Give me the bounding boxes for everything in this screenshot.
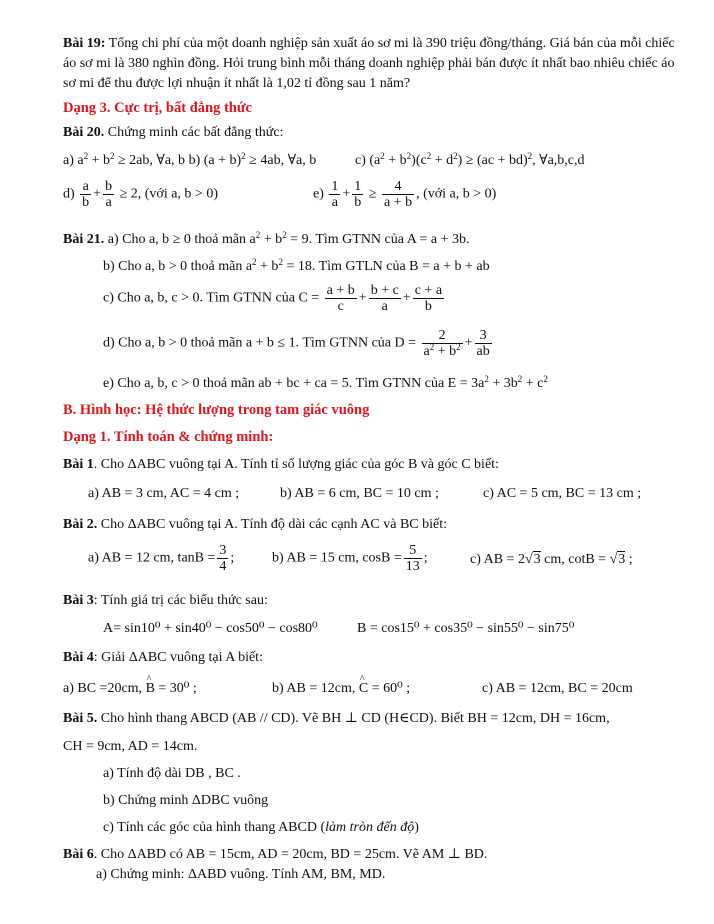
num: 3	[219, 543, 227, 558]
b20-label: Bài 20.	[63, 125, 105, 140]
den	[422, 344, 463, 359]
fraction	[325, 283, 357, 314]
den-b: + b	[434, 344, 457, 359]
sq: 2	[453, 151, 458, 161]
fraction	[329, 179, 340, 210]
b21-d-1: d) Cho a, b > 0 thoả mãn a + b ≤ 1. Tìm GTNN của	[103, 335, 391, 351]
sq: 2	[429, 342, 435, 352]
num: 1	[331, 179, 339, 194]
bai4-label: Bài 4	[63, 650, 94, 665]
b21-c	[103, 283, 446, 314]
bai1-c: c) AC = 5 cm, BC = 13 cm ;	[483, 486, 642, 501]
bai6-intro	[63, 847, 487, 863]
bai3-label: Bài 3	[63, 593, 94, 608]
bai2-label: Bài 2.	[63, 517, 98, 532]
b21-label: Bài 21.	[63, 232, 105, 247]
fraction	[413, 283, 444, 314]
bai2-c: c) AB = 2√3 cm, cotB = √3 ;	[470, 552, 633, 567]
num: b + c	[370, 283, 399, 298]
sq: 2	[252, 257, 257, 267]
den: a + b	[383, 195, 413, 210]
sqrt-3: 3	[618, 552, 626, 567]
b21-e	[103, 376, 548, 392]
sq: 2	[255, 230, 261, 240]
heading-dang-3: Dạng 3. Cực trị, bất đẳng thức	[63, 100, 252, 116]
bai3-intro	[63, 593, 268, 609]
bai4-text: : Giải ΔABC vuông tại A biết:	[93, 650, 263, 665]
num: 3	[475, 328, 492, 344]
num: a + b	[326, 283, 355, 298]
bai4-a-pre: a) BC =20cm,	[63, 681, 143, 696]
num: 4	[382, 179, 414, 195]
bai5-c	[103, 820, 419, 836]
sq: 2	[83, 151, 89, 161]
b21-c-1: c) Cho a, b, c > 0. Tìm GTNN của	[103, 290, 295, 306]
b20-c-2: )(c	[411, 153, 427, 168]
b20-text: Chứng minh các bất đẳng thức:	[107, 125, 284, 140]
bai5-line-1	[63, 711, 610, 727]
b19-line-3: sơ mi để thu được lợi nhuận ít nhất là 1,02 tỉ đồng sau 1 năm?	[63, 76, 411, 91]
b20-e-pre: e)	[313, 186, 324, 202]
den: b	[82, 195, 90, 210]
b19-label: Bài 19:	[63, 36, 106, 51]
bai4-b-post: = 60⁰ ;	[368, 681, 411, 696]
b21-d-D: D =	[394, 335, 417, 351]
num: 2	[422, 328, 463, 344]
b20-e-post: , (với a, b > 0)	[416, 186, 497, 202]
bai2-a	[88, 543, 234, 574]
bai4-a	[63, 681, 197, 697]
sq: 2	[543, 374, 548, 384]
bai6-a: a) Chứng minh: ΔABD vuông. Tính AM, BM, MD.	[96, 867, 386, 882]
bai4-b	[272, 681, 410, 697]
den: b	[424, 299, 432, 314]
bai6-text: . Cho ΔABD có AB = 15cm, AD = 20cm, BD = 25cm. Vẽ AM ⊥ BD.	[93, 847, 488, 862]
fraction	[475, 328, 492, 359]
b20-c-4: ) ≥ (ac + bd)	[457, 153, 528, 168]
b21-e-1: e) Cho a, b, c > 0 thoả mãn ab + bc + ca = 5. Tìm GTNN của E = 3a	[103, 376, 485, 391]
b20-row-ab	[63, 153, 316, 169]
b20-c-1: + b	[384, 153, 407, 168]
bai1-label: Bài 1	[63, 457, 94, 472]
b21-a-2: + b	[260, 232, 283, 247]
sq: 2	[110, 151, 115, 161]
fraction	[103, 179, 114, 210]
ge: ≥	[368, 186, 377, 202]
b21-c-C: C =	[298, 290, 320, 306]
heading-dang-1: Dạng 1. Tính toán & chứng minh:	[63, 429, 274, 445]
sq: 2	[517, 374, 523, 384]
den: 4	[219, 559, 227, 574]
plus: +	[402, 290, 411, 306]
bai2-b-post: ;	[423, 550, 428, 566]
bai2-a-pre: a) AB = 12 cm, tanB =	[88, 550, 216, 566]
bai2-text: Cho ΔABC vuông tại A. Tính độ dài các cạnh AC và BC biết:	[100, 517, 448, 532]
fraction	[422, 328, 463, 359]
num: a	[80, 179, 91, 195]
bai1-b: b) AB = 6 cm, BC = 10 cm ;	[280, 486, 439, 501]
plus: +	[93, 186, 102, 202]
sq: 2	[406, 151, 412, 161]
b20-a-mid1: + b	[88, 153, 110, 168]
sq: 2	[278, 257, 283, 267]
fraction	[352, 179, 363, 210]
bai4-c: c) AB = 12cm, BC = 20cm	[482, 681, 633, 696]
den: ab	[476, 344, 490, 359]
fraction	[382, 179, 414, 210]
den: 13	[405, 559, 420, 574]
bai4-b-pre: b) AB = 12cm,	[272, 681, 356, 696]
b20-c-5: , ∀a,b,c,d	[532, 153, 585, 168]
num: c + a	[414, 283, 443, 298]
bai5-b: b) Chứng minh ΔDBC vuông	[103, 793, 269, 808]
den: c	[337, 299, 344, 314]
den: a	[331, 195, 338, 210]
bai2-b	[272, 543, 428, 574]
b21-b	[103, 259, 490, 275]
plus: +	[464, 335, 473, 351]
bai2-intro	[63, 517, 447, 533]
fraction	[404, 543, 422, 574]
num: 5	[404, 543, 422, 559]
b21-b-3: = 18. Tìm GTLN của B = a + b + ab	[282, 259, 490, 274]
b21-e-2: + 3b	[488, 376, 518, 391]
bai2-a-post: ;	[230, 550, 235, 566]
angle-C: ^ C	[359, 681, 368, 697]
b21-a	[63, 232, 470, 248]
bai2-b-pre: b) AB = 15 cm, cosB =	[272, 550, 402, 566]
bai2-c-pre: c) AB = 2	[470, 552, 525, 567]
sq: 2	[380, 151, 385, 161]
bai5-text-1: Cho hình thang ABCD (AB // CD). Vẽ BH ⊥ CD (H∈CD). Biết BH = 12cm, DH = 16cm,	[100, 711, 610, 726]
b20-b-post: ≥ 4ab, ∀a, b	[245, 153, 317, 168]
bai1-text: . Cho ΔABC vuông tại A. Tính tỉ số lượng giác của góc B và góc C biết:	[93, 457, 499, 472]
b21-a-3: = 9. Tìm GTNN của A = a + 3b.	[286, 232, 470, 247]
sq: 2	[456, 342, 461, 352]
den: a	[381, 299, 388, 314]
b20-row-e	[313, 179, 496, 210]
fraction	[80, 179, 91, 210]
bai5-c-post: )	[414, 820, 419, 835]
b20-d-pre: d)	[63, 186, 75, 202]
sq: 2	[282, 230, 287, 240]
bai2-c-post: ;	[625, 552, 633, 567]
fraction	[217, 543, 228, 574]
num: 1	[354, 179, 362, 194]
plus: +	[342, 186, 351, 202]
bai4-intro	[63, 650, 263, 666]
bai1-a: a) AB = 3 cm, AC = 4 cm ;	[88, 486, 240, 501]
b20-row-c	[355, 153, 585, 169]
bai5-c-italic: làm tròn đến độ	[325, 820, 415, 835]
den-a: a	[423, 344, 430, 359]
b19-line-2: áo sơ mi là 380 nghìn đồng. Hỏi trung bình mỗi tháng doanh nghiệp phải bán được ít nhất bao nhiêu chiếc áo	[63, 56, 675, 71]
angle-B: ^ B	[146, 681, 155, 697]
b20-intro	[63, 125, 283, 141]
num: b	[105, 179, 113, 194]
bai3-text: : Tính giá trị các biểu thức sau:	[93, 593, 268, 608]
b21-b-2: + b	[256, 259, 279, 274]
b20-b-pre: b) (a + b)	[185, 153, 242, 168]
b21-e-3: + c	[522, 376, 544, 391]
b19-line-1	[63, 36, 675, 52]
den: a	[105, 195, 112, 210]
sq: 2	[241, 151, 246, 161]
plus: +	[358, 290, 367, 306]
b21-d	[103, 328, 494, 359]
bai5-c-pre: c) Tính các góc của hình thang ABCD (	[103, 820, 326, 835]
b20-row-d	[63, 179, 218, 210]
bai6-label: Bài 6	[63, 847, 94, 862]
sq: 2	[527, 151, 533, 161]
bai5-a: a) Tính độ dài DB , BC .	[103, 766, 241, 781]
b19-text-1: Tổng chi phí của một doanh nghiệp sản xuất áo sơ mi là 390 triệu đồng/tháng. Giá bán của mỗi chiếc	[108, 36, 675, 51]
fraction	[369, 283, 401, 314]
bai1-intro	[63, 457, 499, 473]
b20-c-pre: c) (a	[355, 153, 381, 168]
b21-b-1: b) Cho a, b > 0 thoả mãn a	[103, 259, 253, 274]
bai3-expr-b: B = cos15⁰ + cos35⁰ − sin55⁰ − sin75⁰	[357, 621, 575, 636]
sq: 2	[426, 151, 432, 161]
b20-d-post: ≥ 2, (với a, b > 0)	[119, 186, 218, 202]
sqrt-3: 3	[533, 552, 541, 567]
bai5-line-2: CH = 9cm, AD = 14cm.	[63, 739, 198, 754]
bai2-c-mid: cm, cotB =	[540, 552, 607, 567]
sq: 2	[484, 374, 489, 384]
b21-a-1: a) Cho a, b ≥ 0 thoả mãn a	[107, 232, 256, 247]
b20-a-mid2: ≥ 2ab, ∀a, b	[114, 153, 186, 168]
b20-a-pre: a) a	[63, 153, 84, 168]
heading-section-b: B. Hình học: Hệ thức lượng trong tam giác vuông	[63, 402, 370, 418]
bai4-a-post: = 30⁰ ;	[154, 681, 197, 696]
bai5-label: Bài 5.	[63, 711, 98, 726]
bai3-expr-a: A= sin10⁰ + sin40⁰ − cos50⁰ − cos80⁰	[103, 621, 318, 636]
den: b	[354, 195, 362, 210]
b20-c-3: + d	[431, 153, 454, 168]
